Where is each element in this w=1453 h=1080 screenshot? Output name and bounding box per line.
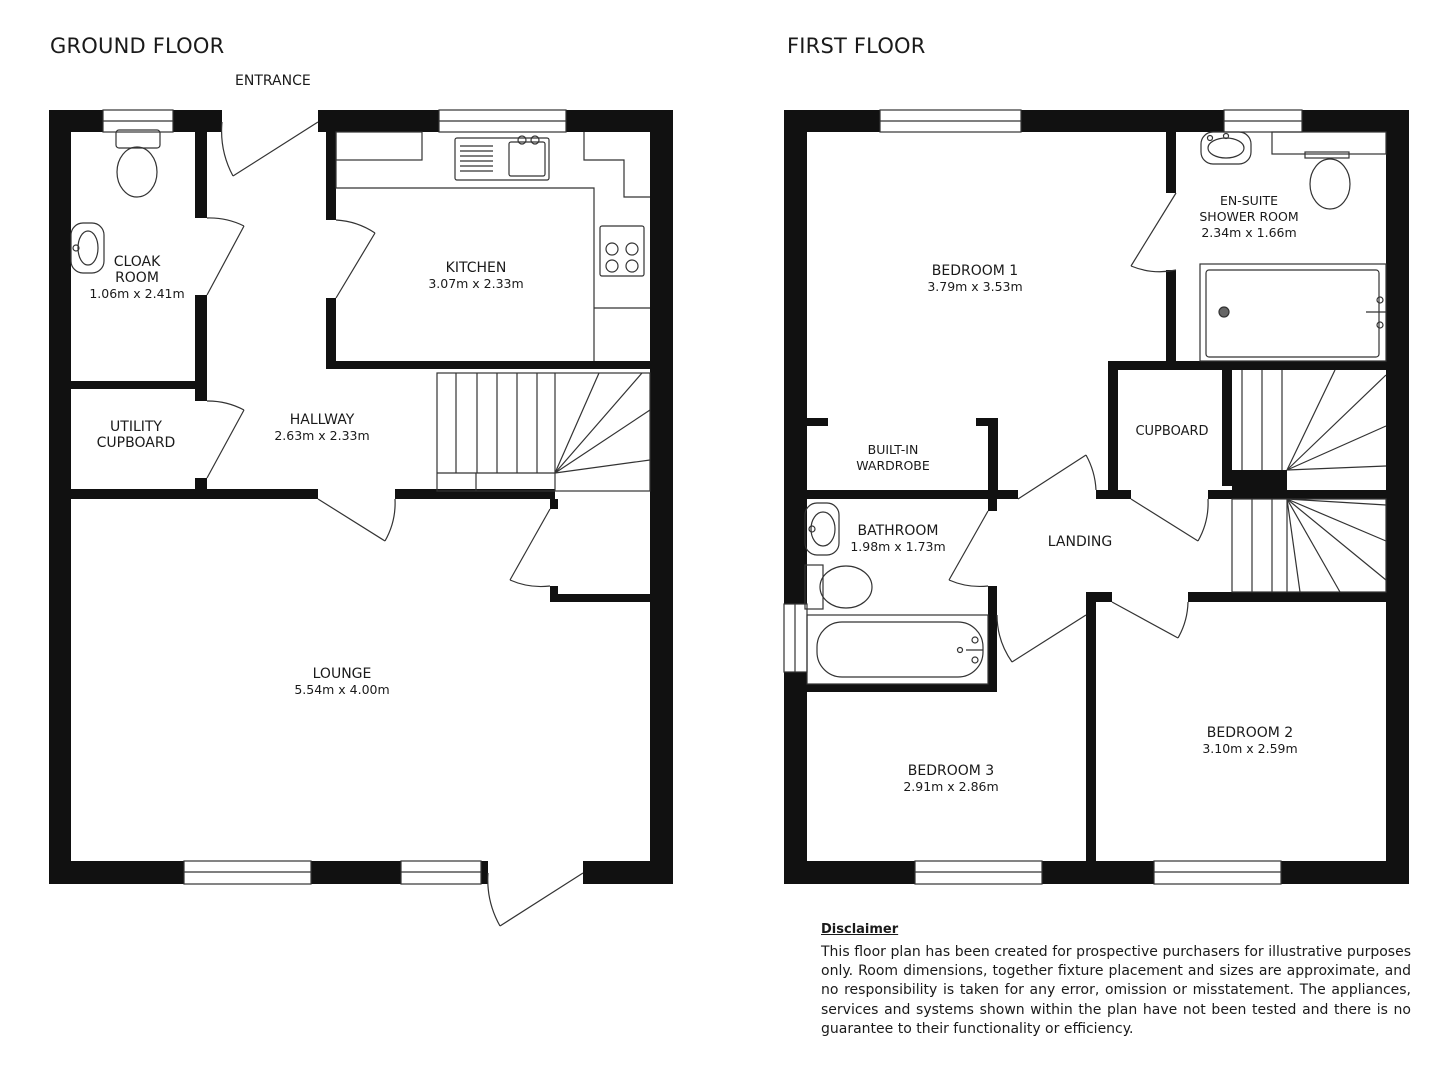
room-name: UTILITY CUPBOARD [96,419,176,451]
room-dimensions: 2.63m x 2.33m [274,428,370,443]
room-name: KITCHEN [445,260,507,276]
room-name: CLOAK ROOM [113,254,161,286]
room-label-bedroom-2 [1202,725,1297,757]
room-dimensions: 2.91m x 2.86m [903,779,999,794]
room-name: BATHROOM [857,523,939,539]
disclaimer-block [821,922,1411,1039]
room-label-hallway [274,412,369,444]
room-name: BEDROOM 2 [1206,725,1294,741]
room-dimensions: 5.54m x 4.00m [294,682,390,697]
room-dimensions: 2.34m x 1.66m [1201,225,1297,240]
room-label-bedroom-1 [927,263,1022,295]
first-floor-title: FIRST FLOOR [787,34,926,58]
room-label-en-suite [1199,193,1298,241]
room-label-lounge [294,666,389,698]
ground-floor-title: GROUND FLOOR [50,34,225,58]
room-name: BEDROOM 3 [907,763,995,779]
room-dimensions: 1.98m x 1.73m [850,539,946,554]
room-label-built-in-wardrobe [856,442,930,474]
room-label-cloak-room [89,254,184,302]
room-dimensions: 3.10m x 2.59m [1202,741,1298,756]
room-dimensions: 3.07m x 2.33m [428,276,524,291]
entrance-label: ENTRANCE [235,73,311,89]
room-name: BUILT-IN WARDROBE [856,442,930,473]
room-label-kitchen [428,260,523,292]
room-name: HALLWAY [289,412,355,428]
disclaimer-heading: Disclaimer [821,922,899,937]
room-name: BEDROOM 1 [931,263,1019,279]
room-label-landing [1048,534,1112,550]
room-name: CUPBOARD [1135,424,1209,439]
room-name: EN-SUITE SHOWER ROOM [1199,193,1299,224]
room-dimensions: 3.79m x 3.53m [927,279,1023,294]
room-label-cupboard [1135,424,1208,440]
room-dimensions: 1.06m x 2.41m [89,286,185,301]
room-name: LOUNGE [312,666,372,682]
room-label-utility-cupboard [97,419,176,451]
room-label-bathroom [850,523,945,555]
first-floor-walls [784,110,1409,884]
room-label-bedroom-3 [903,763,998,795]
disclaimer-text: This floor plan has been created for prospective purchasers for illustrative purposes only. Room dimensions, together fixture placement and sizes are approximate, and no responsibility is taken for any error, omission or misstatement. The appliances, services and systems shown within the plan have not been tested and there is no guarantee to their functionality or efficiency. [821,944,1411,1037]
ground-floor-details [71,110,650,926]
room-name: LANDING [1047,534,1113,550]
